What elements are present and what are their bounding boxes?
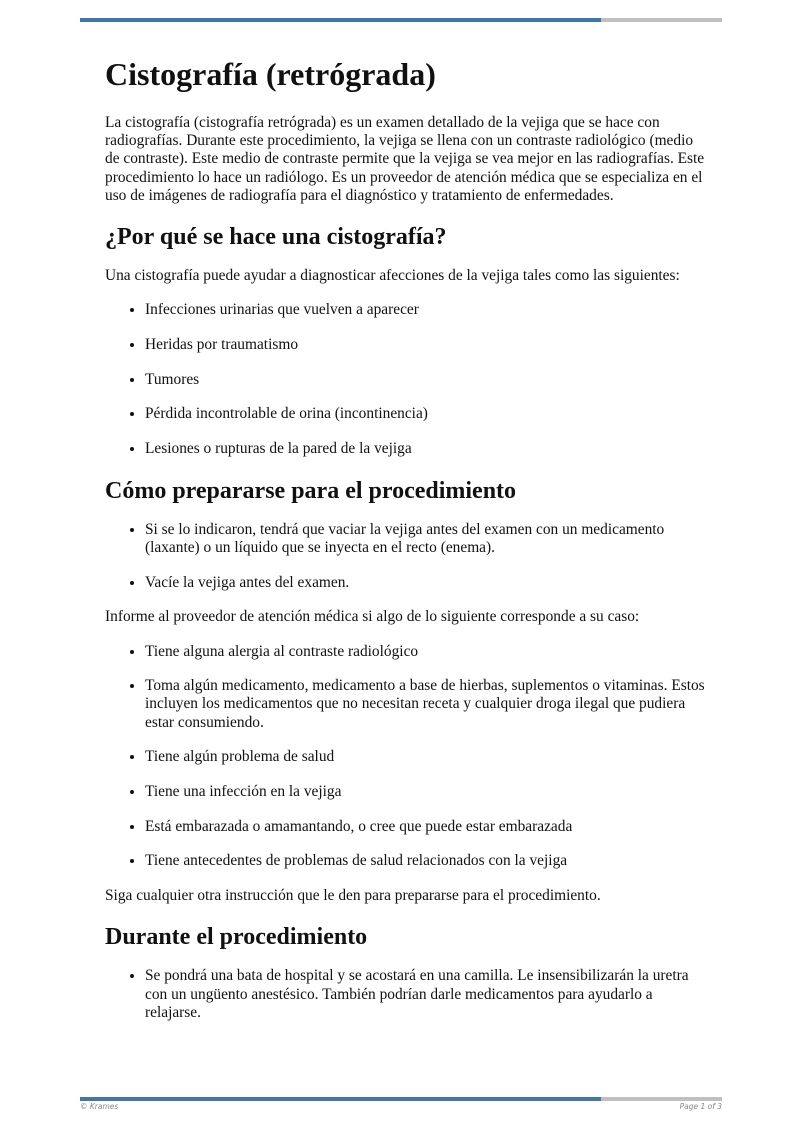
intro-paragraph: La cistografía (cistografía retrógrada) es un examen detallado de la vejiga que se hace con radiografías. Durante este procedimiento, la vejiga se llena con un contraste radiológico (medio de contraste). Este medio de contraste permite que la vejiga se vea mejor en las radiografías. Este procedimiento lo hace un radiólogo. Es un proveedor de atención médica que se especializa en el uso de imágenes de radiografía para el diagnóstico y tratamiento de enfermedades. (105, 114, 705, 204)
list-item: • Toma algún medicamento, medicamento a base de hierbas, suplementos o vitaminas. Estos incluyen los medicamentos que no necesitan receta y cualquier droga ilegal que pudiera estar consumiendo. (145, 677, 705, 732)
footer-rule-accent (80, 1097, 601, 1101)
during-list (105, 967, 705, 1022)
section-why-lead: Una cistografía puede ayudar a diagnosticar afecciones de la vejiga tales como las siguientes: (105, 267, 680, 285)
copyright-text: © Krames (80, 1102, 119, 1111)
list-item: • Vacíe la vejiga antes del examen. (145, 574, 705, 592)
inform-provider-list (105, 643, 705, 871)
list-item: • Lesiones o rupturas de la pared de la vejiga (145, 440, 705, 458)
footer-rule-gray (601, 1097, 722, 1101)
list-item: • Infecciones urinarias que vuelven a aparecer (145, 301, 705, 319)
page-footer (80, 1102, 722, 1111)
list-item: • Pérdida incontrolable de orina (incontinencia) (145, 405, 705, 423)
section-heading-prepare: Cómo prepararse para el procedimiento (105, 477, 517, 504)
list-item: • Tiene antecedentes de problemas de salud relacionados con la vejiga (145, 852, 705, 870)
section-heading-during: Durante el procedimiento (105, 924, 368, 951)
list-item: • Se pondrá una bata de hospital y se acostará en una camilla. Le insensibilizarán la uretra con un ungüento anestésico. También podrían darle medicamentos para ayudarlo a relajarse. (145, 967, 705, 1022)
list-item: • Si se lo indicaron, tendrá que vaciar la vejiga antes del examen con un medicamento (laxante) o un líquido que se inyecta en el recto (enema). (145, 521, 705, 557)
list-item: • Tumores (145, 371, 705, 389)
list-item: • Tiene algún problema de salud (145, 748, 705, 766)
header-rule-accent (80, 18, 601, 22)
document-body (105, 52, 705, 1038)
page-number: Page 1 of 3 (679, 1102, 722, 1111)
list-item: • Está embarazada o amamantando, o cree que puede estar embarazada (145, 818, 705, 836)
conditions-list (105, 301, 705, 458)
header-rule (80, 18, 722, 22)
list-item: • Tiene alguna alergia al contraste radiológico (145, 643, 705, 661)
section-prepare-lead: Informe al proveedor de atención médica si algo de lo siguiente corresponde a su caso: (105, 608, 640, 626)
list-item: • Heridas por traumatismo (145, 336, 705, 354)
header-rule-gray (601, 18, 722, 22)
list-item: • Tiene una infección en la vejiga (145, 783, 705, 801)
section-heading-why: ¿Por qué se hace una cistografía? (105, 224, 447, 251)
section-prepare-closing: Siga cualquier otra instrucción que le den para prepararse para el procedimiento. (105, 887, 601, 905)
preparation-list (105, 521, 705, 592)
page-title: Cistografía (retrógrada) (105, 56, 436, 92)
footer-rule (80, 1097, 722, 1101)
